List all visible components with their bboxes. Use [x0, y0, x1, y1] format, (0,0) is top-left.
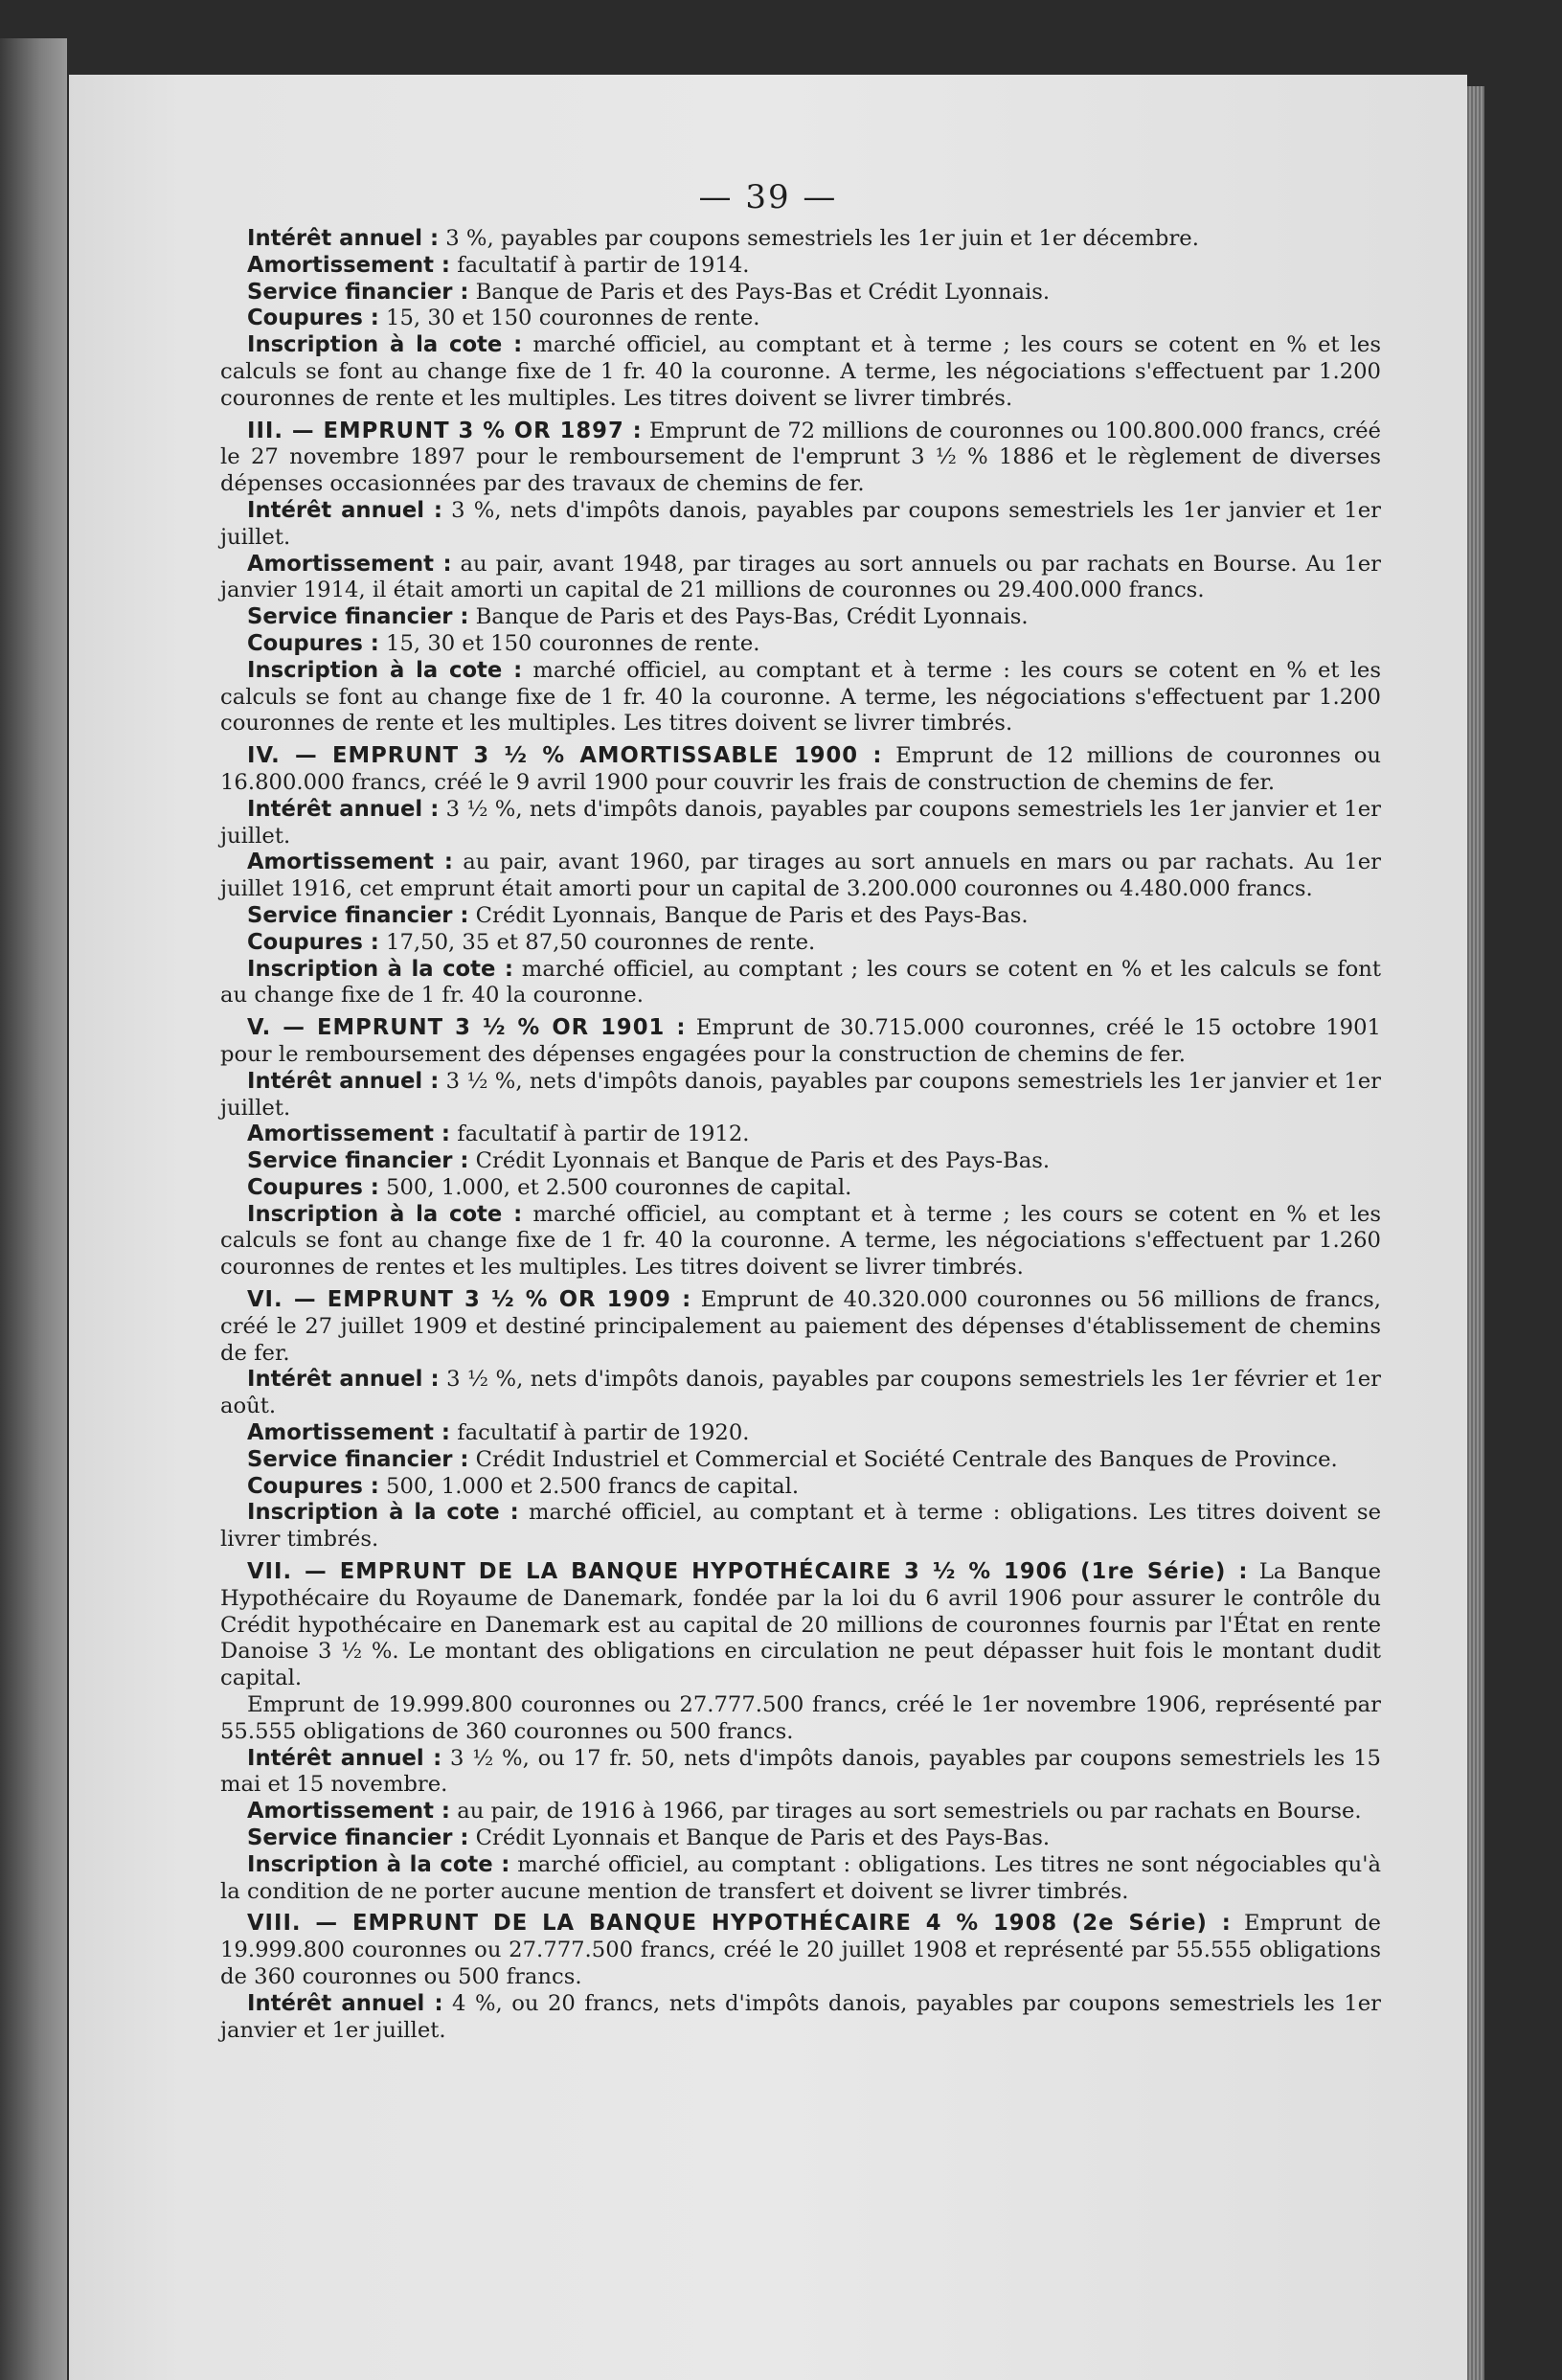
paragraph: [220, 1420, 1381, 1447]
section-title: III. — EMPRUNT 3 % OR 1897 :: [247, 418, 643, 443]
field-label: Inscription à la cote :: [247, 1851, 510, 1877]
paragraph-text: au pair, avant 1948, par tirages au sort annuels ou par rachats en Bourse. Au 1er janvier 1914, il était amorti un capital de 21 millions de couronnes ou 29.400.000 francs.: [220, 551, 1381, 603]
paragraph-text: au pair, avant 1960, par tirages au sort annuels en mars ou par rachats. Au 1er juillet 1916, cet emprunt était amorti pour un capital de 3.200.000 couronnes ou 4.480.000 francs.: [220, 850, 1381, 902]
paragraph-text: au pair, de 1916 à 1966, par tirages au sort semestriels ou par rachats en Bourse.: [450, 1799, 1362, 1825]
paragraph-text: 15, 30 et 150 couronnes de rente.: [378, 306, 760, 331]
paragraph: [220, 1122, 1381, 1148]
field-label: Intérêt annuel :: [247, 1745, 442, 1771]
field-label: Service financier :: [247, 902, 469, 928]
section-heading-paragraph: [220, 1015, 1381, 1069]
paragraph: [220, 1175, 1381, 1202]
field-label: Amortissement :: [247, 1122, 450, 1147]
page-text: [220, 226, 1381, 2044]
paragraph-text: facultatif à partir de 1912.: [450, 1122, 750, 1147]
section-heading-paragraph: [220, 1559, 1381, 1692]
paragraph-text: 500, 1.000 et 2.500 francs de capital.: [378, 1473, 800, 1499]
paragraph-text: facultatif à partir de 1920.: [450, 1420, 750, 1446]
paragraph: [220, 957, 1381, 1010]
paragraph: [220, 1852, 1381, 1906]
section-title: IV. — EMPRUNT 3 ½ % AMORTISSABLE 1900 :: [247, 743, 883, 769]
section-title: VII. — EMPRUNT DE LA BANQUE HYPOTHÉCAIRE 3 ½ % 1906 (1re Série) :: [247, 1559, 1249, 1585]
paragraph-text: Emprunt de 40.320.000 couronnes ou 56 millions de francs, créé le 27 juillet 1909 et destiné principalement au paiement des dépenses d'établissement de chemins de fer.: [220, 1287, 1381, 1366]
section-title: V. — EMPRUNT 3 ½ % OR 1901 :: [247, 1015, 687, 1041]
paragraph-text: 3 ½ %, nets d'impôts danois, payables par coupons semestriels les 1er février et 1er août.: [220, 1367, 1382, 1419]
field-label: Amortissement :: [247, 252, 450, 278]
paragraph-text: 3 ½ %, ou 17 fr. 50, nets d'impôts danois, payables par coupons semestriels les 15 mai et 15 novembre.: [220, 1745, 1381, 1798]
field-label: Coupures :: [247, 929, 379, 955]
paragraph-text: La Banque Hypothécaire du Royaume de Danemark, fondée par la loi du 6 avril 1906 pour assurer le contrôle du Crédit hypothécaire en Danemark est au capital de 20 millions de couronnes fournis par l'État en rente Danoise 3 ½ %. Le montant des obligations en circulation ne peut dépasser huit fois le montant dudit capital.: [220, 1559, 1381, 1691]
section-title: VI. — EMPRUNT 3 ½ % OR 1909 :: [247, 1287, 692, 1313]
paragraph-text: Crédit Lyonnais et Banque de Paris et des Pays-Bas.: [468, 1148, 1051, 1174]
paragraph: [220, 1202, 1381, 1281]
paragraph-text: marché officiel, au comptant et à terme : obligations. Les titres doivent se livrer timbrés.: [220, 1500, 1381, 1553]
paragraph-text: 3 %, nets d'impôts danois, payables par coupons semestriels les 1er janvier et 1er juillet.: [220, 497, 1381, 550]
section-heading-paragraph: [220, 419, 1381, 498]
field-label: Service financier :: [247, 604, 469, 630]
paragraph: [220, 1069, 1381, 1122]
paragraph-text: 3 ½ %, nets d'impôts danois, payables par coupons semestriels les 1er janvier et 1er juillet.: [220, 796, 1381, 849]
paragraph: [220, 306, 1381, 332]
paragraph-text: 500, 1.000, et 2.500 couronnes de capital.: [378, 1174, 852, 1200]
paragraph-text: facultatif à partir de 1914.: [450, 252, 750, 278]
field-label: Service financier :: [247, 279, 469, 305]
paragraph: [220, 280, 1381, 306]
field-label: Amortissement :: [247, 850, 453, 875]
field-label: Intérêt annuel :: [247, 1990, 443, 2016]
paragraph-text: marché officiel, au comptant ; les cours se cotent en % et les calculs se font au change fixe de 1 fr. 40 la couronne.: [220, 956, 1382, 1009]
paragraph-text: Emprunt de 30.715.000 couronnes, créé le 15 octobre 1901 pour le remboursement des dépenses engagées pour la construction de chemins de fer.: [220, 1015, 1381, 1067]
paragraph-text: 4 %, ou 20 francs, nets d'impôts danois, payables par coupons semestriels les 1er janvier et 1er juillet.: [220, 1990, 1381, 2043]
paragraph: [220, 1746, 1381, 1800]
field-label: Service financier :: [247, 1825, 469, 1851]
paragraph: [220, 332, 1381, 412]
section-heading-paragraph: [220, 743, 1381, 797]
paragraph: [220, 797, 1381, 850]
paragraph: [220, 1148, 1381, 1175]
paragraph-text: Crédit Lyonnais, Banque de Paris et des Pays-Bas.: [468, 902, 1029, 928]
paragraph: [220, 226, 1381, 253]
field-label: Amortissement :: [247, 1799, 450, 1825]
paragraph: [220, 604, 1381, 631]
paragraph-text: Crédit Industriel et Commercial et Société Centrale des Banques de Province.: [468, 1446, 1338, 1472]
field-label: Service financier :: [247, 1446, 469, 1472]
paragraph-text: 17,50, 35 et 87,50 couronnes de rente.: [378, 929, 816, 955]
field-label: Amortissement :: [247, 551, 452, 577]
paragraph-text: marché officiel, au comptant : obligations. Les titres ne sont négociables qu'à la condition de ne porter aucune mention de transfert et doivent se livrer timbrés.: [220, 1851, 1381, 1904]
field-label: Intérêt annuel :: [247, 796, 440, 822]
field-label: Coupures :: [247, 306, 379, 331]
paragraph: [220, 1447, 1381, 1474]
field-label: Inscription à la cote :: [247, 1201, 523, 1227]
paragraph-text: Emprunt de 72 millions de couronnes ou 100.800.000 francs, créé le 27 novembre 1897 pour le remboursement de l'emprunt 3 ½ % 1886 et le règlement de diverses dépenses occasionnées par des travaux de chemins de fer.: [220, 418, 1381, 497]
field-label: Inscription à la cote :: [247, 956, 513, 982]
paragraph: [220, 1500, 1381, 1553]
paragraph: [220, 1991, 1381, 2045]
paragraph-text: Emprunt de 19.999.800 couronnes ou 27.777.500 francs, créé le 20 juillet 1908 et représenté par 55.555 obligations de 360 couronnes ou 500 francs.: [220, 1911, 1381, 1989]
field-label: Coupures :: [247, 1473, 379, 1499]
paragraph-text: Crédit Lyonnais et Banque de Paris et des Pays-Bas.: [468, 1825, 1051, 1851]
paragraph-text: Banque de Paris et des Pays-Bas, Crédit Lyonnais.: [468, 604, 1029, 630]
paragraph-text: Emprunt de 19.999.800 couronnes ou 27.777.500 francs, créé le 1er novembre 1906, représenté par 55.555 obligations de 360 couronnes ou 500 francs.: [220, 1692, 1381, 1744]
section-heading-paragraph: [220, 1287, 1381, 1367]
paragraph-text: marché officiel, au comptant et à terme ; les cours se cotent en % et les calculs se font au change fixe de 1 fr. 40 la couronne. A terme, les négociations s'effectuent par 1.260 couronnes de rentes et les multiples. Les titres doivent se livrer timbrés.: [220, 1201, 1381, 1281]
field-label: Service financier :: [247, 1148, 469, 1174]
field-label: Intérêt annuel :: [247, 1068, 440, 1094]
paragraph: [220, 1799, 1381, 1825]
paragraph: [220, 903, 1381, 930]
paragraph: [220, 631, 1381, 658]
paragraph: [220, 1474, 1381, 1501]
paragraph-text: Emprunt de 12 millions de couronnes ou 16.800.000 francs, créé le 9 avril 1900 pour couvrir les frais de construction de chemins de fer.: [220, 743, 1381, 795]
paragraph: [220, 552, 1381, 605]
paragraph: [220, 930, 1381, 957]
paragraph-text: marché officiel, au comptant et à terme ; les cours se cotent en % et les calculs se font au change fixe de 1 fr. 40 la couronne. A terme, les négociations s'effectuent par 1.200 couronnes de rente et les multiples. Les titres doivent se livrer timbrés.: [220, 332, 1381, 411]
paragraph-text: 15, 30 et 150 couronnes de rente.: [378, 630, 760, 656]
paragraph: [220, 1367, 1381, 1420]
field-label: Intérêt annuel :: [247, 226, 440, 251]
paragraph-text: Banque de Paris et des Pays-Bas et Crédit Lyonnais.: [468, 279, 1051, 305]
field-label: Amortissement :: [247, 1420, 450, 1446]
paragraph: [220, 658, 1381, 737]
paragraph: [220, 1692, 1381, 1746]
page-number: — 39 —: [698, 178, 838, 216]
field-label: Inscription à la cote :: [247, 332, 523, 358]
paragraph: [220, 253, 1381, 280]
paragraph-text: marché officiel, au comptant et à terme : les cours se cotent en % et les calculs se font au change fixe de 1 fr. 40 la couronne. A terme, les négociations s'effectuent par 1.200 couronnes de rente et les multiples. Les titres doivent se livrer timbrés.: [220, 657, 1381, 737]
book-left-edge: [0, 38, 67, 2380]
paragraph: [220, 498, 1381, 552]
book-page: [69, 75, 1467, 2380]
field-label: Intérêt annuel :: [247, 497, 442, 523]
field-label: Inscription à la cote :: [247, 1500, 519, 1526]
paragraph: [220, 1825, 1381, 1852]
paragraph-text: 3 %, payables par coupons semestriels les 1er juin et 1er décembre.: [439, 226, 1199, 251]
paragraph: [220, 850, 1381, 903]
field-label: Inscription à la cote :: [247, 657, 523, 683]
section-title: VIII. — EMPRUNT DE LA BANQUE HYPOTHÉCAIRE 4 % 1908 (2e Série) :: [247, 1911, 1232, 1937]
paragraph-text: 3 ½ %, nets d'impôts danois, payables par coupons semestriels les 1er janvier et 1er juillet.: [220, 1068, 1381, 1121]
field-label: Coupures :: [247, 1174, 379, 1200]
section-heading-paragraph: [220, 1911, 1381, 1990]
field-label: Coupures :: [247, 630, 379, 656]
field-label: Intérêt annuel :: [247, 1367, 440, 1393]
